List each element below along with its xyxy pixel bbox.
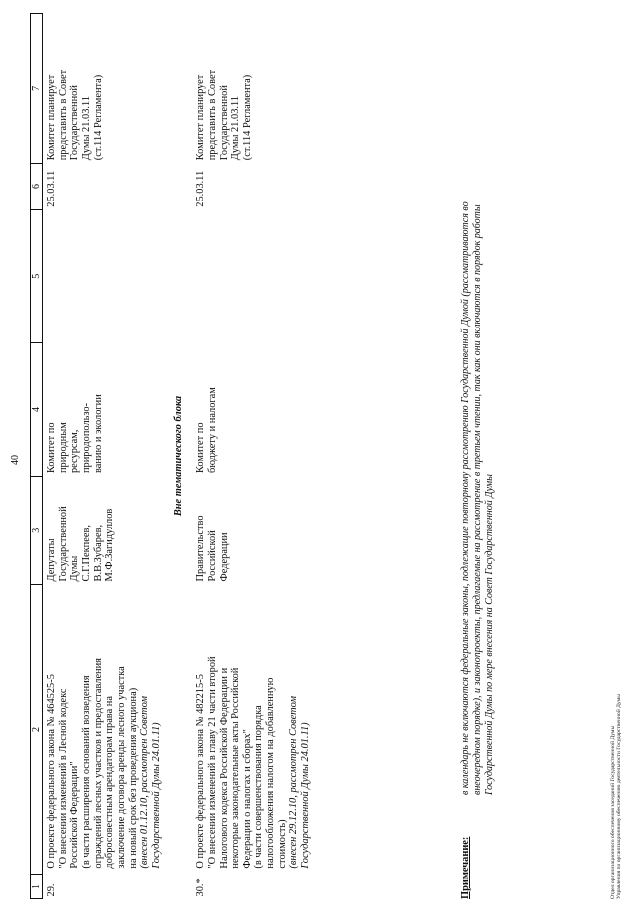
document-footer — [610, 694, 623, 899]
footer-line: Отдел организационного обеспечения заседаний Государственной Думы — [610, 725, 616, 899]
note-line: Государственной — [69, 85, 81, 161]
committee-line: природным — [57, 422, 69, 474]
deadline-date: 25.03.11 — [195, 170, 207, 207]
note-line: Комитет планирует — [46, 74, 58, 161]
note-line: представить в Совет — [57, 69, 69, 161]
committee-line: ванию и экологии — [92, 394, 104, 474]
table-row — [43, 14, 165, 899]
author-line: Депутаты — [46, 538, 58, 582]
author-line: М.Ф.Загидуллов — [104, 508, 116, 582]
note-text-line: внеочередном порядке), и законопроекты, предлагаемые на рассмотрение в третьем чтении, так как они включаются в порядок работы — [472, 204, 483, 795]
row-number: 29. — [46, 883, 58, 897]
note-line: (ст.114 Регламента) — [92, 74, 104, 161]
note-line: Думы 21.03.11 — [230, 95, 242, 161]
table-header-row — [31, 14, 43, 899]
bill-line: ограждений лесных участков и предоставления — [92, 658, 104, 869]
committee-note — [194, 14, 312, 164]
committee-line: Комитет по — [46, 422, 58, 474]
bill-line: добросовестным арендаторам права на — [104, 696, 116, 869]
author-line: Думы — [69, 555, 81, 582]
header-col-6: 6 — [31, 163, 43, 209]
committee-line: Комитет по — [195, 422, 207, 474]
deadline-date: 25.03.11 — [46, 170, 58, 207]
bill-line: (в части расширения оснований возведения — [81, 675, 93, 869]
bill-description — [194, 584, 312, 874]
header-col-5: 5 — [31, 210, 43, 343]
bill-description — [43, 584, 165, 874]
note-text — [460, 175, 496, 795]
author-line: Российской — [206, 530, 218, 582]
page-number: 40 — [10, 455, 21, 465]
section-row — [165, 14, 195, 899]
bill-authors — [194, 476, 312, 584]
responsible-committee — [194, 343, 312, 476]
author-line: Государственной — [57, 506, 69, 582]
bill-line: на новый срок без проведения аукциона) — [127, 687, 139, 869]
bill-line: "О внесении изменений в главу 21 части второй — [206, 656, 218, 869]
footer-line: Управления по организационному обеспечению деятельности Государственной Думы — [616, 694, 623, 899]
note-line: (ст.114 Регламента) — [241, 74, 253, 161]
header-col-1: 1 — [31, 875, 43, 899]
header-col-4: 4 — [31, 343, 43, 476]
bill-line: Российской Федерации" — [69, 761, 81, 869]
bill-line: Федерации о налогах и сборах" — [241, 729, 253, 869]
section-title: Вне тематического блока — [172, 395, 184, 517]
bill-line: налогообложения налогом на добавленную — [265, 677, 277, 869]
bill-authors — [43, 476, 165, 584]
committee-line: природопользо- — [81, 402, 93, 474]
table-row — [194, 14, 312, 899]
committee-line: бюджету и налогам — [206, 387, 218, 474]
author-line: Правительство — [195, 515, 207, 582]
note-label: Примечание: — [460, 836, 471, 899]
header-col-3: 3 — [31, 476, 43, 584]
note-text-line: Государственной Думы по мере внесения на Совет Государственной Думы — [484, 474, 495, 795]
committee-line: ресурсам, — [69, 429, 81, 474]
bill-line: О проекте федерального закона № 482215-5 — [195, 674, 207, 869]
bill-line: заключение договора аренды лесного участка — [116, 666, 128, 869]
author-line: С.Г.Пекпеев, — [81, 525, 93, 582]
author-line: Федерации — [218, 532, 230, 582]
header-col-7: 7 — [31, 14, 43, 164]
bill-line: О проекте федерального закона № 464525-5 — [46, 674, 58, 869]
note-line: представить в Совет — [206, 69, 218, 161]
author-line: В.В.Зубарев, — [92, 524, 104, 582]
bill-submission-note: Государственной Думы 24.01.11) — [150, 722, 162, 869]
bill-line: стоимость) — [276, 819, 288, 869]
bill-line: Налогового кодекса Российской Федерации и — [218, 667, 230, 869]
note-line: Государственной — [218, 85, 230, 161]
row-number: 30.* — [195, 878, 207, 897]
header-col-2: 2 — [31, 584, 43, 874]
note-line: Комитет планирует — [195, 74, 207, 161]
bill-submission-note: (внесен 29.12.10, рассмотрен Советом — [288, 695, 300, 869]
committee-note — [43, 14, 165, 164]
bill-line: некоторые законодательные акты Российской — [230, 667, 242, 869]
note-text-line: в календарь не включаются федеральные законы, подлежащие повторному рассмотрению Государственной Думой (рассматриваются во — [460, 201, 471, 795]
col5-cell — [43, 210, 165, 343]
note-line: Думы 21.03.11 — [81, 95, 93, 161]
bill-line: (в части совершенствования порядка — [253, 705, 265, 869]
legislation-table — [30, 13, 313, 899]
col5-cell — [194, 210, 312, 343]
bill-submission-note: Государственной Думы 24.01.11) — [300, 722, 311, 869]
responsible-committee — [43, 343, 165, 476]
bill-submission-note: (внесен 01.12.10, рассмотрен Советом — [139, 695, 151, 869]
bill-line: "О внесении изменений в Лесной кодекс — [57, 688, 69, 869]
